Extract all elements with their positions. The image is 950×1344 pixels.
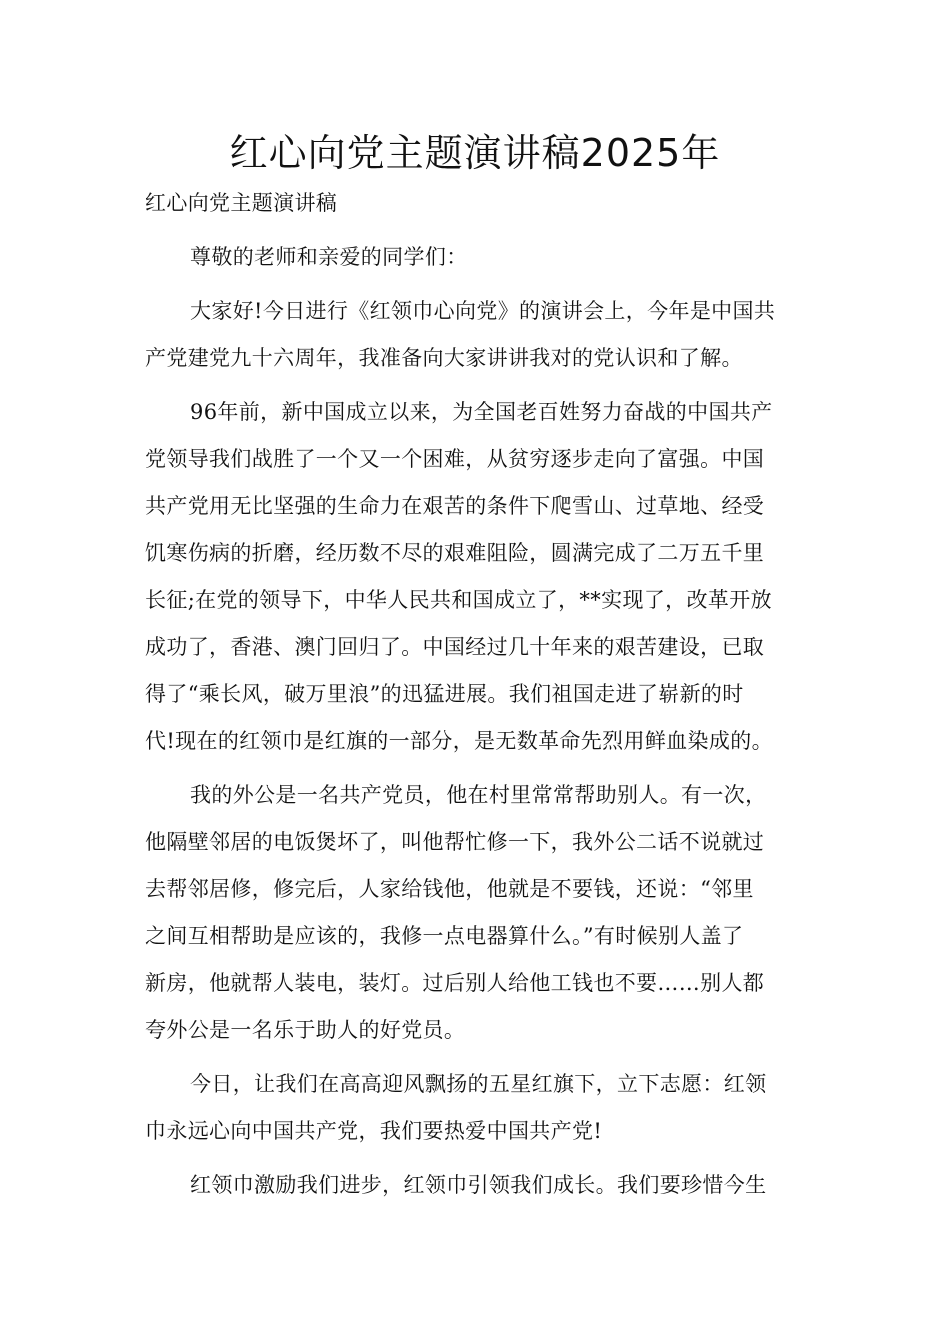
paragraph-intro bbox=[145, 288, 805, 382]
paragraph-line: 新房，他就帮人装电，装灯。过后别人给他工钱也不要……别人都 bbox=[145, 971, 765, 995]
paragraph-line: 尊敬的老师和亲爱的同学们： bbox=[190, 245, 468, 269]
paragraph-line: 饥寒伤病的折磨，经历数不尽的艰难阻险，圆满完成了二万五千里 bbox=[145, 541, 765, 565]
paragraph-line: 共产党用无比坚强的生命力在艰苦的条件下爬雪山、过草地、经受 bbox=[145, 494, 765, 518]
document-title: 红心向党主题演讲稿2025年 bbox=[229, 131, 721, 175]
paragraph-line: 产党建党九十六周年，我准备向大家讲讲我对的党认识和了解。 bbox=[145, 346, 743, 370]
spacer bbox=[145, 281, 805, 288]
paragraph-line: 去帮邻居修，修完后，人家给钱他，他就是不要钱，还说：“邻里 bbox=[145, 877, 754, 901]
paragraph-greeting bbox=[145, 234, 805, 281]
spacer bbox=[145, 1054, 805, 1061]
paragraph-pledge bbox=[145, 1061, 805, 1155]
paragraph-line: 成功了，香港、澳门回归了。中国经过几十年来的艰苦建设，已取 bbox=[145, 635, 765, 659]
paragraph-line: 今日，让我们在高高迎风飘扬的五星红旗下，立下志愿：红领 bbox=[190, 1072, 767, 1096]
paragraph-line: 巾永远心向中国共产党，我们要热爱中国共产党! bbox=[145, 1119, 603, 1143]
paragraph-line: 党领导我们战胜了一个又一个困难，从贫穷逐步走向了富强。中国 bbox=[145, 447, 765, 471]
paragraph-line: 我的外公是一名共产党员，他在村里常常帮助别人。有一次， bbox=[190, 783, 767, 807]
spacer bbox=[145, 765, 805, 772]
paragraph-history bbox=[145, 389, 805, 765]
spacer bbox=[145, 1155, 805, 1162]
document-subtitle: 红心向党主题演讲稿 bbox=[145, 191, 338, 215]
document-body bbox=[145, 180, 805, 1209]
paragraph-line: 代!现在的红领巾是红旗的一部分，是无数革命先烈用鲜血染成的。 bbox=[145, 729, 773, 753]
spacer bbox=[145, 227, 805, 234]
spacer bbox=[145, 382, 805, 389]
paragraph-line: 之间互相帮助是应该的，我修一点电器算什么。”有时候别人盖了 bbox=[145, 924, 744, 948]
paragraph-closing bbox=[145, 1162, 805, 1209]
paragraph-line: 长征;在党的领导下，中华人民共和国成立了，**实现了，改革开放 bbox=[145, 588, 772, 612]
paragraph-line: 他隔壁邻居的电饭煲坏了，叫他帮忙修一下，我外公二话不说就过 bbox=[145, 830, 765, 854]
paragraph-grandfather bbox=[145, 772, 805, 1054]
paragraph-line: 夸外公是一名乐于助人的好党员。 bbox=[145, 1018, 466, 1042]
paragraph-line: 红领巾激励我们进步，红领巾引领我们成长。我们要珍惜今生 bbox=[190, 1173, 767, 1197]
paragraph-line: 得了“乘长风，破万里浪”的迅猛进展。我们祖国走进了崭新的时 bbox=[145, 682, 744, 706]
paragraph-line: 大家好!今日进行《红领巾心向党》的演讲会上，今年是中国共 bbox=[190, 299, 776, 323]
paragraph-line: 96年前，新中国成立以来，为全国老百姓努力奋战的中国共产 bbox=[190, 400, 773, 424]
